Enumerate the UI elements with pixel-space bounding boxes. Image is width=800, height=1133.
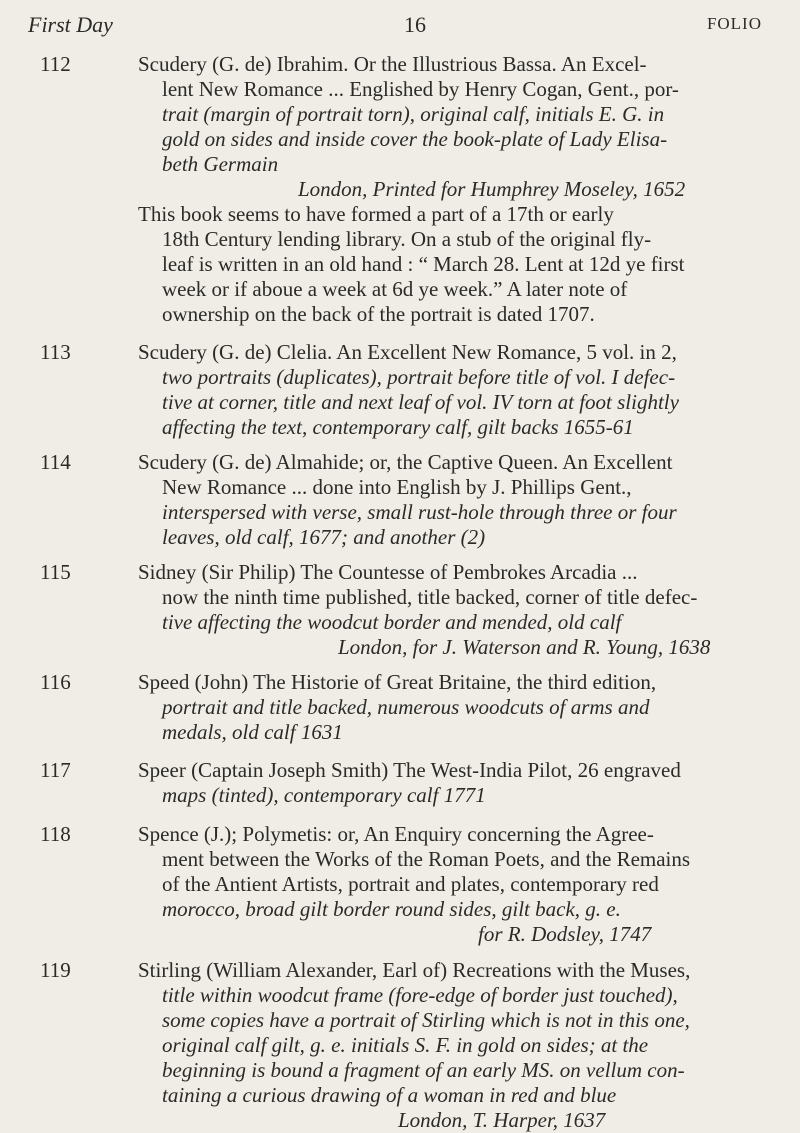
desc-line: Stirling (William Alexander, Earl of) Recreations with the Muses, [138, 958, 691, 982]
desc-line: some copies have a portrait of Stirling which is not in this one, [162, 1008, 690, 1032]
desc-line: tive affecting the woodcut border and mended, old calf [162, 610, 622, 634]
lot-description [138, 560, 778, 660]
lot-description [138, 958, 778, 1133]
lot-description [138, 822, 778, 947]
lot-number: 116 [40, 670, 71, 694]
desc-line: original calf gilt, g. e. initials S. F. in gold on sides; at the [162, 1033, 649, 1057]
page-header [28, 12, 768, 52]
desc-line: beth Germain [162, 152, 279, 176]
desc-line: beginning is bound a fragment of an early MS. on vellum con- [162, 1058, 685, 1082]
desc-line: now the ninth time published, title backed, corner of title defec- [162, 585, 698, 609]
desc-line: trait (margin of portrait torn), original calf, initials E. G. in [162, 102, 665, 126]
desc-line: leaves, old calf, 1677; and another (2) [162, 525, 486, 549]
lot-number: 112 [40, 52, 71, 76]
lot-description [138, 670, 778, 745]
desc-line: Scudery (G. de) Almahide; or, the Captive Queen. An Excellent [138, 450, 673, 474]
desc-line: Scudery (G. de) Ibrahim. Or the Illustrious Bassa. An Excel- [138, 52, 647, 76]
lot-number: 119 [40, 958, 71, 982]
format-label: FOLIO [706, 14, 762, 33]
note-line: 18th Century lending library. On a stub of the original fly- [162, 227, 652, 251]
desc-line: Sidney (Sir Philip) The Countesse of Pembrokes Arcadia ... [138, 560, 638, 584]
note-line: week or if aboue a week at 6d ye week.” A later note of [162, 277, 628, 301]
note-line: leaf is written in an old hand : “ March 28. Lent at 12d ye first [162, 252, 685, 276]
lot-description [138, 450, 778, 550]
desc-line: Scudery (G. de) Clelia. An Excellent New Romance, 5 vol. in 2, [138, 340, 677, 364]
desc-line: of the Antient Artists, portrait and plates, contemporary red [162, 872, 659, 896]
desc-line: Speer (Captain Joseph Smith) The West-India Pilot, 26 engraved [138, 758, 681, 782]
desc-line: medals, old calf 1631 [162, 720, 343, 744]
desc-line: lent New Romance ... Englished by Henry Cogan, Gent., por- [162, 77, 679, 101]
desc-line: portrait and title backed, numerous woodcuts of arms and [162, 695, 650, 719]
lot-description [138, 758, 778, 808]
lot-number: 118 [40, 822, 71, 846]
desc-line: title within woodcut frame (fore-edge of border just touched), [162, 983, 678, 1007]
lot-number: 113 [40, 340, 71, 364]
lot-number: 114 [40, 450, 71, 474]
desc-line: ment between the Works of the Roman Poets, and the Remains [162, 847, 691, 871]
imprint: London, for J. Waterson and R. Young, 1638 [338, 635, 711, 659]
lot-number: 115 [40, 560, 71, 584]
lot-description [138, 52, 778, 327]
desc-line: affecting the text, contemporary calf, gilt backs 1655-61 [162, 415, 634, 439]
page-number: 16 [404, 12, 426, 37]
lot-number: 117 [40, 758, 71, 782]
running-head: First Day [28, 12, 113, 37]
desc-line: two portraits (duplicates), portrait before title of vol. I defec- [162, 365, 676, 389]
desc-line: tive at corner, title and next leaf of vol. IV torn at foot slightly [162, 390, 679, 414]
note-line: ownership on the back of the portrait is dated 1707. [162, 302, 595, 326]
desc-line: taining a curious drawing of a woman in red and blue [162, 1083, 617, 1107]
desc-line: gold on sides and inside cover the book-plate of Lady Elisa- [162, 127, 668, 151]
desc-line: maps (tinted), contemporary calf 1771 [162, 783, 486, 807]
desc-line: morocco, broad gilt border round sides, gilt back, g. e. [162, 897, 621, 921]
desc-line: New Romance ... done into English by J. Phillips Gent., [162, 475, 632, 499]
note-line: This book seems to have formed a part of a 17th or early [138, 202, 614, 226]
imprint: London, T. Harper, 1637 [398, 1108, 606, 1132]
desc-line: interspersed with verse, small rust-hole through three or four [162, 500, 677, 524]
lot-description [138, 340, 778, 440]
imprint: London, Printed for Humphrey Moseley, 1652 [298, 177, 686, 201]
imprint: for R. Dodsley, 1747 [478, 922, 652, 946]
desc-line: Speed (John) The Historie of Great Britaine, the third edition, [138, 670, 657, 694]
desc-line: Spence (J.); Polymetis: or, An Enquiry concerning the Agree- [138, 822, 654, 846]
